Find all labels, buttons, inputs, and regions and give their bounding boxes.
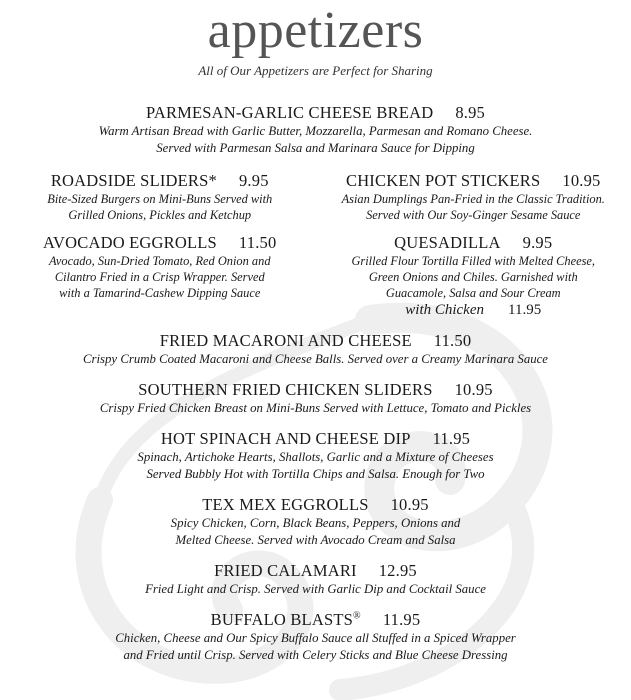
item-price: 11.95 bbox=[382, 610, 421, 629]
menu-item-chicken-sliders bbox=[0, 380, 631, 417]
page-subtitle: All of Our Appetizers are Perfect for Sharing bbox=[198, 63, 433, 78]
item-name: HOT SPINACH AND CHEESE DIP bbox=[160, 429, 411, 448]
page-title: appetizers bbox=[207, 2, 424, 59]
item-price: 11.50 bbox=[238, 233, 277, 252]
two-column-row bbox=[0, 171, 631, 223]
item-desc-line: Chicken, Cheese and Our Spicy Buffalo Sauce all Stuffed in a Spiced Wrapper bbox=[115, 631, 516, 645]
addon-price: 11.95 bbox=[508, 302, 542, 318]
item-price: 8.95 bbox=[455, 103, 486, 122]
item-desc-line: Bite-Sized Burgers on Mini-Buns Served with bbox=[47, 192, 273, 206]
item-price: 11.50 bbox=[433, 331, 472, 350]
item-desc-line: Avocado, Sun-Dried Tomato, Red Onion and bbox=[48, 254, 271, 268]
item-price: 12.95 bbox=[378, 561, 417, 580]
item-price: 10.95 bbox=[390, 495, 429, 514]
item-name: BUFFALO BLASTS bbox=[210, 610, 353, 629]
item-price: 10.95 bbox=[562, 171, 601, 190]
item-desc-line: Warm Artisan Bread with Garlic Butter, Mozzarella, Parmesan and Romano Cheese. bbox=[98, 124, 533, 138]
addon-label: with Chicken bbox=[405, 302, 485, 318]
item-addon bbox=[316, 301, 631, 319]
item-name: FRIED CALAMARI bbox=[214, 561, 357, 580]
menu-item-pot-stickers bbox=[316, 171, 631, 223]
item-price: 11.95 bbox=[432, 429, 471, 448]
item-price: 9.95 bbox=[238, 171, 269, 190]
item-name: TEX MEX EGGROLLS bbox=[202, 495, 369, 514]
item-desc-line: Grilled Onions, Pickles and Ketchup bbox=[68, 208, 252, 222]
item-name: AVOCADO EGGROLLS bbox=[43, 233, 217, 252]
item-desc-line: Served with Our Soy-Ginger Sesame Sauce bbox=[366, 208, 581, 222]
item-name: ROADSIDE SLIDERS* bbox=[50, 171, 217, 190]
item-desc-line: Spicy Chicken, Corn, Black Beans, Peppers, Onions and bbox=[170, 516, 461, 530]
menu-item-avocado-eggrolls bbox=[0, 233, 316, 319]
item-desc-line: Served with Parmesan Salsa and Marinara Sauce for Dipping bbox=[156, 141, 475, 155]
item-desc-line: Green Onions and Chiles. Garnished with bbox=[368, 270, 578, 284]
menu-item-roadside-sliders bbox=[0, 171, 316, 223]
item-name: PARMESAN-GARLIC CHEESE BREAD bbox=[145, 103, 434, 122]
item-name: FRIED MACARONI AND CHEESE bbox=[159, 331, 412, 350]
registered-mark: ® bbox=[353, 610, 361, 622]
item-desc-line: Melted Cheese. Served with Avocado Cream and Salsa bbox=[175, 533, 456, 547]
menu-item-mac-cheese bbox=[0, 331, 631, 368]
item-desc-line: Cilantro Fried in a Crisp Wrapper. Served bbox=[54, 270, 265, 284]
item-desc-line: Guacamole, Salsa and Sour Cream bbox=[385, 286, 561, 300]
item-desc-line: Fried Light and Crisp. Served with Garlic Dip and Cocktail Sauce bbox=[145, 582, 486, 596]
menu-item-calamari bbox=[0, 561, 631, 598]
item-desc-line: Crispy Fried Chicken Breast on Mini-Buns Served with Lettuce, Tomato and Pickles bbox=[99, 401, 532, 415]
item-desc-line: and Fried until Crisp. Served with Celery Sticks and Blue Cheese Dressing bbox=[123, 648, 508, 662]
menu-header bbox=[0, 0, 631, 79]
item-price: 10.95 bbox=[454, 380, 493, 399]
item-desc-line: Served Bubbly Hot with Tortilla Chips and Salsa. Enough for Two bbox=[146, 467, 485, 481]
two-column-row bbox=[0, 233, 631, 319]
item-desc-line: Grilled Flour Tortilla Filled with Melted Cheese, bbox=[351, 254, 596, 268]
menu-item-quesadilla bbox=[316, 233, 631, 319]
menu-item-cheese-bread bbox=[0, 103, 631, 157]
item-price: 9.95 bbox=[522, 233, 553, 252]
item-name: SOUTHERN FRIED CHICKEN SLIDERS bbox=[138, 380, 433, 399]
menu-item-buffalo-blasts bbox=[0, 610, 631, 664]
item-desc-line: with a Tamarind-Cashew Dipping Sauce bbox=[59, 286, 261, 300]
item-name: CHICKEN POT STICKERS bbox=[345, 171, 541, 190]
item-name: QUESADILLA bbox=[394, 233, 501, 252]
item-desc-line: Crispy Crumb Coated Macaroni and Cheese Balls. Served over a Creamy Marinara Sauce bbox=[82, 352, 548, 366]
menu-item-spinach-dip bbox=[0, 429, 631, 483]
item-desc-line: Asian Dumplings Pan-Fried in the Classic Tradition. bbox=[341, 192, 605, 206]
menu-item-tex-mex bbox=[0, 495, 631, 549]
item-desc-line: Spinach, Artichoke Hearts, Shallots, Garlic and a Mixture of Cheeses bbox=[137, 450, 494, 464]
